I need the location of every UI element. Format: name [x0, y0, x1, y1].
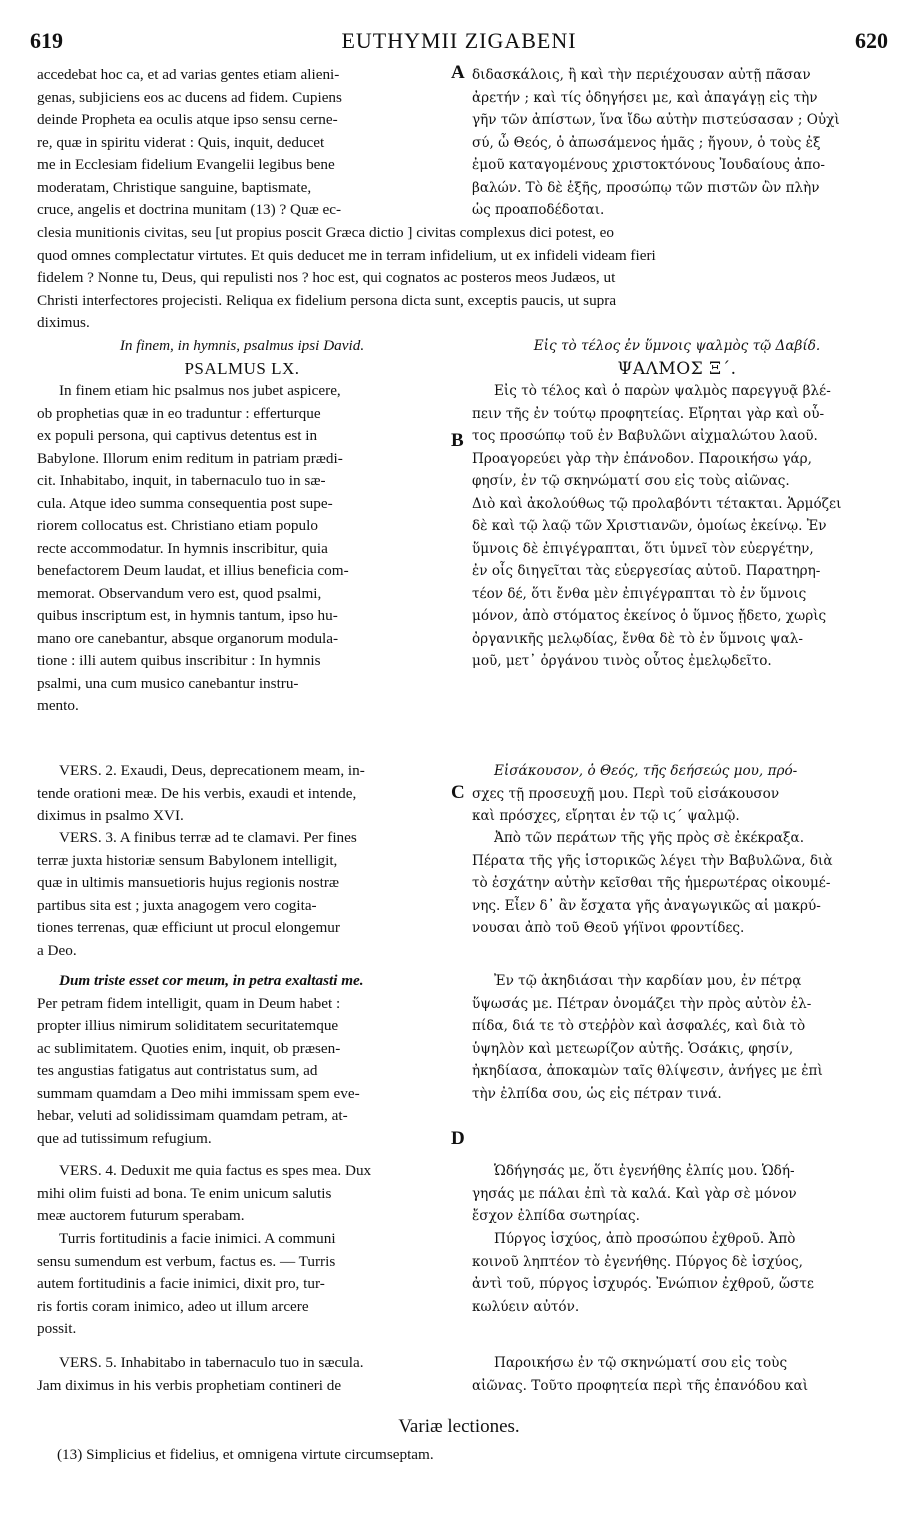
text-line: Διὸ καὶ ἀκολούθως τῷ προλαβόντι τέτακται. Ἁρμόζει — [472, 495, 842, 512]
text-line: μοῦ, μετ᾽ ὀργάνου τινὸς οὗτος ἐμελῳδεῖτο. — [472, 653, 772, 669]
text-line: riorem collocatus est. Christiano etiam populo — [37, 517, 318, 534]
text-line: ἐν οἷς διηγεῖται τὰς εὐεργεσίας αὐτοῦ. Παρατηρη- — [472, 563, 821, 579]
margin-letter-d: D — [451, 1128, 465, 1149]
text-line: τέον δέ, ὅτι ἔνθα μὲν ἐπιγέγραπται τὸ ἐν ὕμνοις — [472, 585, 807, 602]
text-line: ἠκηδίασα, ἀποκαμὼν ταῖς θλίψεσιν, ἀνήγες με ἐπὶ — [472, 1063, 823, 1079]
text-line: Ἀπὸ τῶν περάτων τῆς γῆς πρὸς σὲ ἐκέκραξα. — [494, 830, 805, 846]
text-line: δὲ καὶ τῷ λαῷ τῶν Χριστιανῶν, ὁμοίως ἐκείνῳ. Ἐν — [472, 518, 827, 534]
full-width-block — [37, 222, 882, 335]
latin-top-block — [37, 64, 447, 222]
text-line: VERS. 5. Inhabitabo in tabernaculo tuo in sæcula. — [59, 1354, 364, 1371]
text-line: γῆν τῶν ἀπίστων, ἵνα ἴδω αὐτὴν πιστεύσασαν ; Οὐχὶ — [472, 112, 840, 128]
text-line: ὀργανικῆς μελῳδίας, ἔνθα δὲ τὸ ἐν ὕμνοις ψαλ- — [472, 630, 803, 647]
greek-verse-3 — [472, 827, 882, 940]
text-line: fidelem ? Nonne tu, Deus, qui repulisti nos ? hoc est, qui cognatos ac posteros meos Judæos, ut — [37, 269, 616, 286]
text-line: Πύργος ἰσχύος, ἀπὸ προσώπου ἐχθροῦ. Ἀπὸ — [494, 1231, 796, 1247]
text-line: mihi olim fuisti ad bona. Te enim unicum salutis — [37, 1184, 332, 1202]
psalm-title: PSALMUS LX. — [184, 358, 300, 378]
text-line: Turris fortitudinis a facie inimici. A communi — [59, 1230, 336, 1247]
text-line: ac sublimitatem. Quoties enim, inquit, ob præsen- — [37, 1039, 341, 1057]
text-line: σχες τῇ προσευχῇ μου. Περὶ τοῦ εἰσάκουσον — [472, 785, 780, 802]
text-line: benefactorem Deum laudat, et illius beneficia com- — [37, 562, 349, 579]
variae-lectiones-heading: Variæ lectiones. — [398, 1416, 520, 1437]
text-line: autem fortitudinis a facie inimici, dixit pro, tur- — [37, 1275, 325, 1292]
text-line: psalmi, una cum musico canebantur instru- — [37, 674, 299, 692]
text-line: cruce, angelis et doctrina munitam (13) ? Quæ ec- — [37, 201, 342, 218]
text-line: quæ in ultimis mansuetioris hujus regionis nostræ — [37, 874, 340, 891]
page-header — [30, 28, 888, 58]
greek-psalm-heading — [472, 335, 882, 380]
greek-dum-triste — [472, 970, 882, 1105]
text-line: que ad tutissimum refugium. — [37, 1129, 212, 1147]
text-line: πειν τῆς ἐν τούτῳ προφητείας. Εἴρηται γὰρ καὶ οὗ- — [472, 405, 825, 422]
text-line: deinde Propheta ea oculis atque ipso sensu cerne- — [37, 111, 338, 128]
text-line: Ἐν τῷ ἀκηδιάσαι τὴν καρδίαν μου, ἐν πέτρᾳ — [494, 973, 802, 989]
text-line: ὕμνοις δὲ ἐπιγέγραπται, ὅτι ὑμνεῖ τὸν εὐεργέτην, — [472, 540, 814, 557]
text-line: sensu sumendum est verbum, factus es. — Turris — [37, 1252, 336, 1270]
text-line: διδασκάλοις, ἢ καὶ τὴν περιέχουσαν αὐτῇ πᾶσαν — [472, 67, 811, 83]
text-line: quibus inscriptum est, in hymnis tantum, ipso hu- — [37, 607, 338, 624]
text-line: a Deo. — [37, 941, 77, 959]
greek-turris — [472, 1228, 882, 1318]
text-line: Εἰσάκουσον, ὁ Θεός, τῆς δεήσεώς μου, πρό- — [494, 763, 798, 779]
page-number-left: 619 — [30, 28, 63, 53]
text-line: VERS. 4. Deduxit me quia factus es spes mea. Dux — [59, 1162, 372, 1179]
margin-letter-c: C — [451, 782, 465, 803]
text-line: me in Ecclesiam fidelium Evangelii legibus bene — [37, 156, 335, 173]
text-line: ὕψωσάς με. Πέτραν ὀνομάζει τὴν πρὸς αὐτὸν ἐλ- — [472, 995, 812, 1012]
latin-turris — [37, 1228, 447, 1341]
text-line: φησίν, ἐν τῷ σκηνώματί σου εἰς τοὺς αἰῶνας. — [472, 473, 790, 489]
text-line: recte accommodatur. In hymnis inscribitur, quia — [37, 539, 328, 557]
text-line: In finem etiam hic psalmus nos jubet aspicere, — [59, 382, 341, 399]
text-line: tende orationi meæ. De his verbis, exaudi et intende, — [37, 784, 357, 802]
text-line: νης. Εἶεν δ᾽ ἂν ἔσχατα γῆς ἀναγωγικῶς αἱ μακρύ- — [472, 897, 821, 914]
text-line: τος προσώπῳ τοῦ ἐν Βαβυλῶνι αἰχμαλώτου λαοῦ. — [472, 428, 818, 444]
text-line: accedebat hoc ca, et ad varias gentes etiam alieni- — [37, 66, 340, 83]
text-line: ris fortis coram inimico, adeo ut illum arcere — [37, 1297, 309, 1315]
text-line: Jam diximus in his verbis prophetiam contineri de — [37, 1376, 342, 1394]
text-line: Babylone. Illorum enim reditum in patriam prædi- — [37, 449, 343, 467]
text-line: hebar, veluti ad solidissimam quamdam petram, at- — [37, 1107, 348, 1124]
text-line: Παροικήσω ἐν τῷ σκηνώματί σου εἰς τοὺς — [494, 1355, 788, 1371]
text-line: ἀρετήν ; καὶ τίς ὁδηγήσει με, καὶ ἀπαγάγῃ εἰς τὴν — [472, 89, 818, 106]
text-line: tione : illi autem quibus inscribitur : In hymnis — [37, 652, 321, 669]
greek-verse-4 — [472, 1160, 882, 1228]
text-line: ἀντὶ τοῦ, πύργος ἰσχυρός. Ἐνώπιον ἐχθροῦ, ὥστε — [472, 1276, 814, 1292]
greek-intro — [472, 380, 882, 673]
text-line: VERS. 2. Exaudi, Deus, deprecationem meam, in- — [59, 762, 365, 779]
text-line: cula. Atque ideo summa consequentia post supe- — [37, 494, 333, 512]
text-line: κωλύειν αὐτόν. — [472, 1298, 580, 1315]
latin-verse-2 — [37, 760, 447, 828]
text-line: ὡς προαποδέδοται. — [472, 202, 605, 218]
text-line: diximus. — [37, 314, 90, 331]
text-line: κοινοῦ ληπτέον τὸ ἐγενήθης. Πύργος δὲ ἰσχύος, — [472, 1253, 803, 1270]
text-line: Dum triste esset cor meum, in petra exaltasti me. — [59, 972, 364, 989]
text-line: cit. Inhabitabo, inquit, in tabernaculo tuo in sæ- — [37, 472, 326, 489]
footnote-13: (13) Simplicius et fidelius, et omnigena virtute circumseptam. — [57, 1446, 434, 1463]
text-line: τὴν ἐλπίδα σου, ὡς εἰς πέτραν τινά. — [472, 1085, 722, 1102]
running-title: EUTHYMII ZIGABENI — [341, 28, 577, 53]
text-line: meæ auctorem futurum sperabam. — [37, 1207, 245, 1224]
text-line: memorat. Observandum vero est, quod psalmi, — [37, 584, 322, 602]
latin-dum-triste — [37, 970, 447, 1150]
latin-intro — [37, 380, 447, 718]
text-line: ob prophetias quæ in eo traduntur : efferturque — [37, 404, 321, 422]
text-line: propter illius nimirum soliditatem securitatemque — [37, 1017, 339, 1034]
text-line: clesia munitionis civitas, seu [ut propius poscit Græca dictio ] civitas complexus dici potest, eo — [37, 224, 615, 241]
text-line: quod omnes complectatur virtutes. Et quis deducet me in terram infidelium, ut ex infideli videam fieri — [37, 246, 656, 264]
text-line: νουσαι ἀπὸ τοῦ Θεοῦ γήϊνοι φροντίδες. — [472, 920, 745, 936]
text-line: VERS. 3. A finibus terræ ad te clamavi. Per fines — [59, 829, 357, 846]
text-line: Christi interfectores projecisti. Reliqua ex fidelium persona dicta sunt, exceptis paucis, ut supra — [37, 291, 617, 309]
text-line: Per petram fidem intelligit, quam in Deum habet : — [37, 994, 341, 1012]
margin-letter-a: A — [451, 62, 465, 83]
text-line: πίδα, διά τε τὸ στεῤῥὸν καὶ ἀσφαλές, καὶ διὰ τὸ — [472, 1018, 806, 1034]
text-line: mento. — [37, 697, 79, 714]
text-line: γησάς με πάλαι ἐπὶ τὰ καλά. Καὶ γὰρ σὲ μόνον — [472, 1185, 797, 1202]
text-line: tiones terrenas, quæ efficiunt ut procul elongemur — [37, 919, 340, 936]
greek-verse-2 — [472, 760, 882, 828]
text-line: terræ juxta historiæ sensum Babylonem intelligit, — [37, 851, 338, 869]
psalm-title: ΨΑΛΜΟΣ Ξ΄. — [617, 358, 737, 379]
text-line: Εἰς τὸ τέλος καὶ ὁ παρὼν ψαλμὸς παρεγγυᾷ βλέ- — [494, 383, 831, 399]
text-line: re, quæ in spiritu viderat : Quis, inquit, deducet — [37, 133, 325, 151]
text-line: genas, subjiciens eos ac ducens ad fidem. Cupiens — [37, 88, 342, 106]
text-line: μόνον, ἀπὸ στόματος ἐκείνος ὁ ὕμνος ᾔδετο, χωρὶς — [472, 608, 827, 624]
latin-verse-5 — [37, 1352, 447, 1397]
margin-letter-b: B — [451, 430, 464, 451]
latin-verse-4 — [37, 1160, 447, 1228]
text-line: καὶ πρόσχες, εἴρηται ἐν τῷ ιϛ΄ ψαλμῷ. — [472, 808, 740, 824]
psalm-inscription: Εἰς τὸ τέλος ἐν ὕμνοις ψαλμὸς τῷ Δαβίδ. — [533, 338, 821, 354]
text-line: partibus sita est ; juxta anagogem vero cogita- — [37, 896, 317, 914]
text-line: ἔσχον ἐλπίδα σωτηρίας. — [472, 1208, 640, 1224]
text-line: possit. — [37, 1320, 77, 1337]
text-line: Ὡδήγησάς με, ὅτι ἐγενήθης ἐλπίς μου. Ὡδή- — [494, 1163, 795, 1179]
text-line: Προαγορεύει γὰρ τὴν ἐπάνοδον. Παροικήσω γάρ, — [472, 450, 812, 467]
text-line: βαλών. Τὸ δὲ ἑξῆς, προσώπῳ τῶν πιστῶν ὢν πλὴν — [472, 179, 820, 196]
page-number-right: 620 — [855, 28, 888, 53]
text-line: σύ, ὦ Θεός, ὁ ἀπωσάμενος ἡμᾶς ; ἤγουν, ὁ τοὺς ἐξ — [472, 134, 821, 151]
text-line: summam quamdam a Deo mihi immissam spem eve- — [37, 1084, 360, 1102]
psalm-inscription: In finem, in hymnis, psalmus ipsi David. — [119, 337, 365, 354]
greek-verse-5 — [472, 1352, 882, 1397]
text-line: ἐμοῦ καταγομένους χριστοκτόνους Ἰουδαίους ἀπο- — [472, 157, 825, 173]
text-line: ex populi persona, qui captivus detentus est in — [37, 427, 318, 444]
text-line: moderatam, Christique sanguine, baptismate, — [37, 178, 312, 196]
greek-top-block — [472, 64, 882, 222]
text-line: αἰῶνας. Τοῦτο προφητεία περὶ τῆς ἐπανόδου καὶ — [472, 1377, 809, 1394]
text-line: Πέρατα τῆς γῆς ἱστορικῶς λέγει τὴν Βαβυλῶνα, διὰ — [472, 852, 833, 869]
text-line: mano ore canebantur, absque organorum modula- — [37, 629, 339, 647]
text-line: τὸ ἐσχάτην αὐτὴν κεῖσθαι τῆς ἡμερωτέρας οἰκουμέ- — [472, 875, 831, 891]
latin-psalm-heading — [37, 335, 447, 380]
text-line: ὑψηλὸν καὶ μετεωρίζον αὐτῆς. Ὁσάκις, φησίν, — [472, 1040, 794, 1057]
text-line: diximus in psalmo XVI. — [37, 807, 184, 824]
text-line: tes angustias fatigatus aut contristatus sum, ad — [37, 1062, 318, 1079]
latin-verse-3 — [37, 827, 447, 962]
